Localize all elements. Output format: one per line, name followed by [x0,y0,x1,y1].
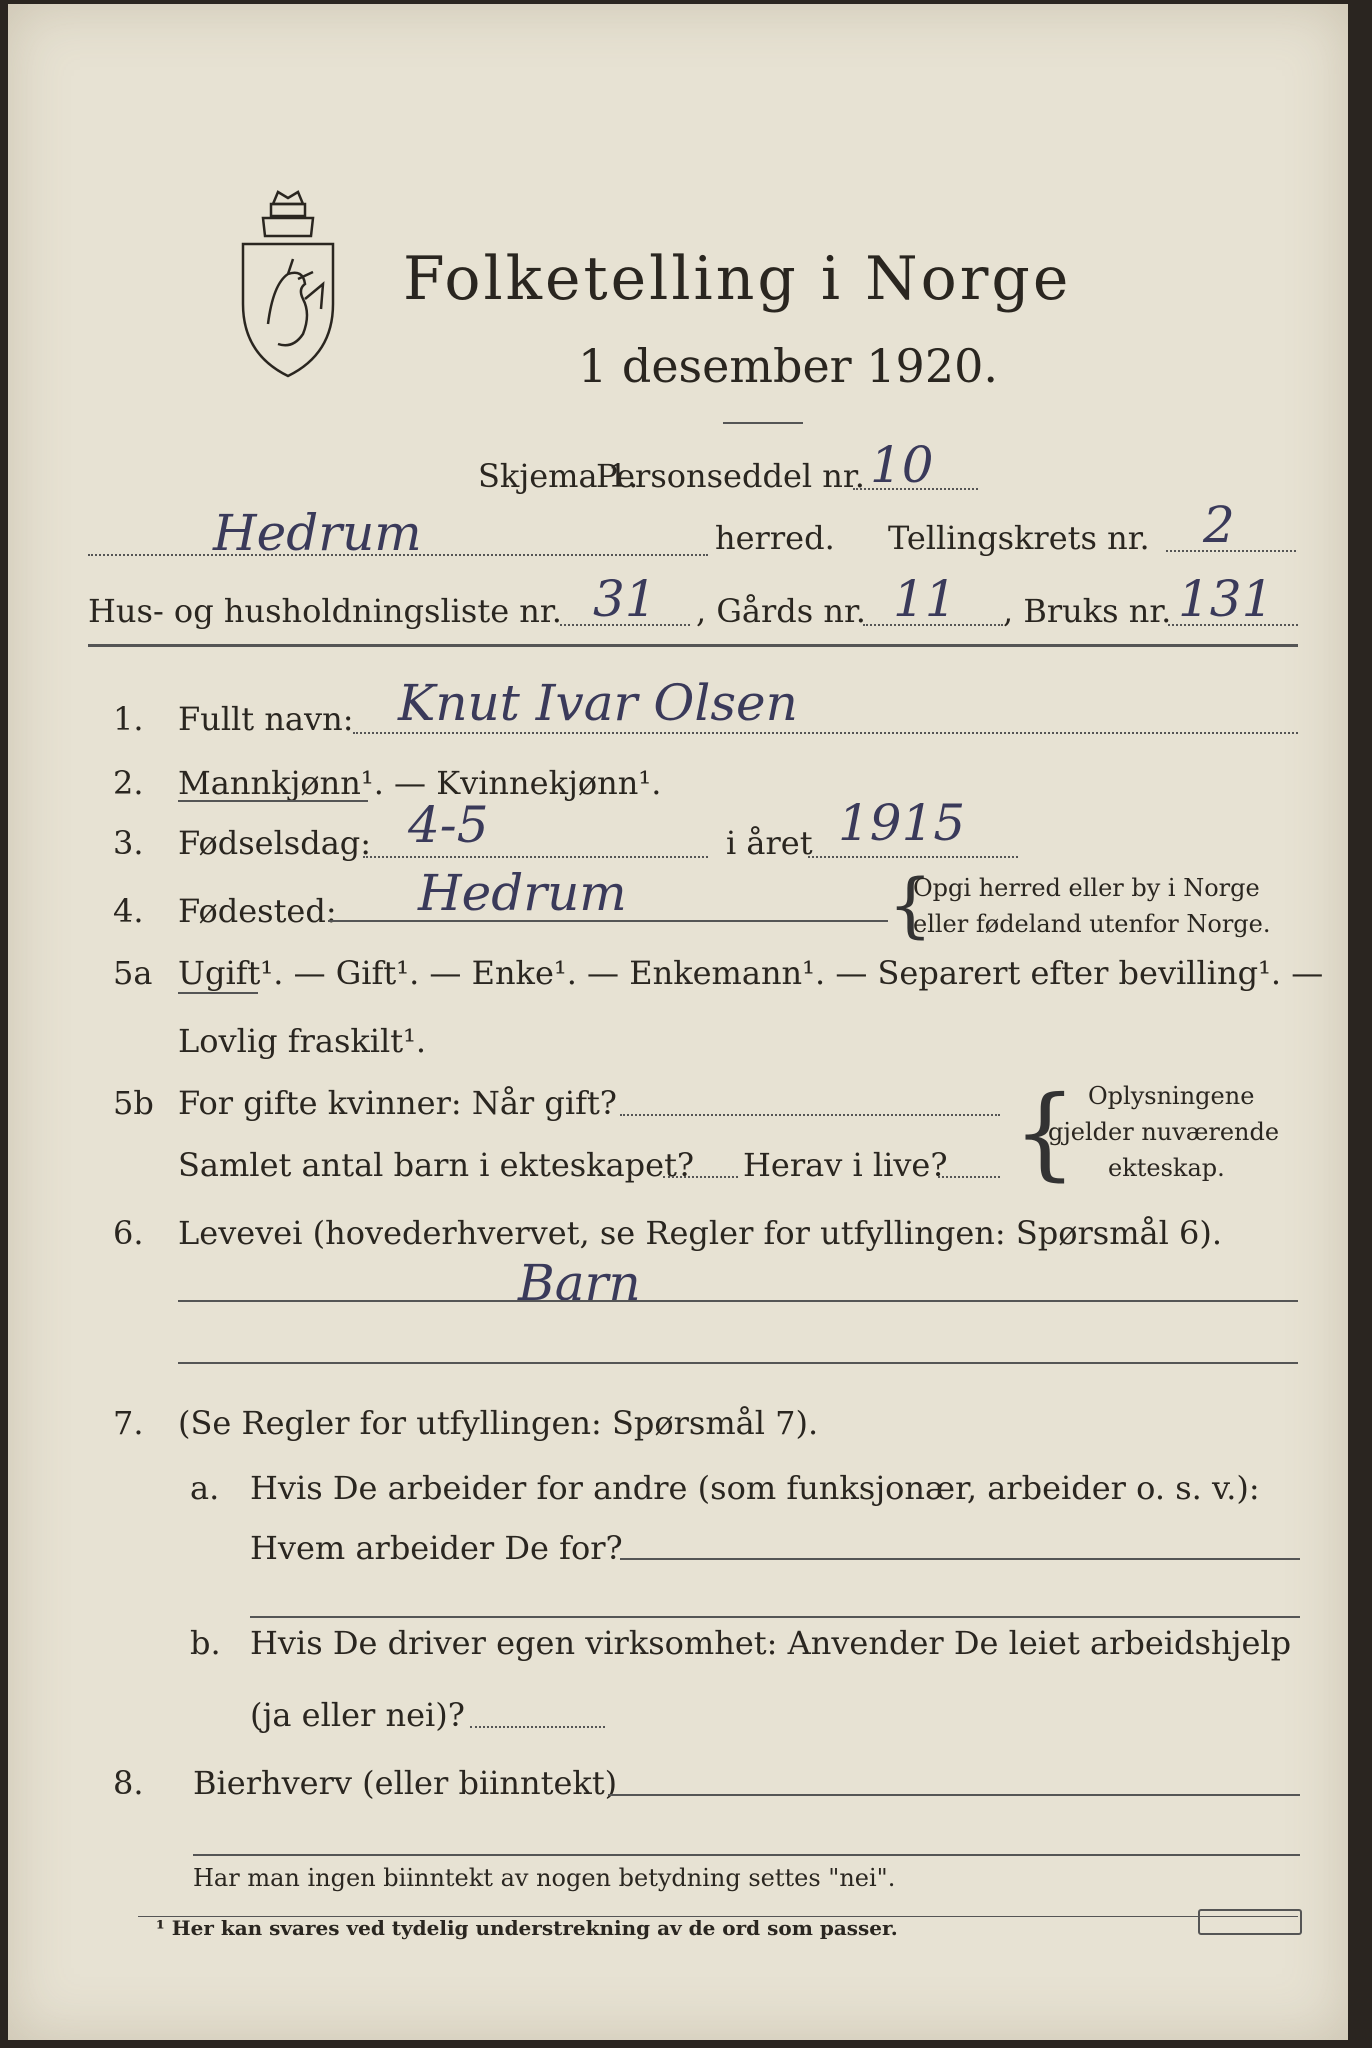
q7a-answer-line2 [250,1616,1300,1618]
form-date: 1 desember 1920. [578,339,998,393]
q7a-letter: a. [190,1469,220,1507]
q3-year-line [808,856,1018,858]
schema-label: Skjema 1. [478,457,639,495]
q7-label: (Se Regler for utfyllingen: Spørsmål 7). [178,1404,819,1442]
q4-bracket: { [888,864,933,946]
q5b-bracket: { [1013,1074,1077,1191]
q5a-number: 5a [113,954,153,992]
q4-value[interactable]: Hedrum [418,864,627,922]
q5b-note-line1: Oplysningene [1088,1082,1255,1110]
q3-year-label: i året [726,824,813,862]
q1-number: 1. [113,700,144,738]
herred-label: herred. [715,519,835,557]
q5b-number: 5b [113,1084,154,1122]
q5b-alive-line [938,1176,1000,1178]
section-divider [88,644,1298,647]
q5b-line2a: Samlet antal barn i ekteskapet? [178,1146,695,1184]
q5b-note-line2: gjelder nuværende [1048,1118,1280,1146]
bruks-label: , Bruks nr. [1003,592,1172,630]
gards-label: , Gårds nr. [696,592,866,630]
q5a-line2: Lovlig fraskilt¹. [178,1022,427,1060]
personseddel-label: Personseddel nr. [596,457,865,495]
form-title: Folketelling i Norge [403,244,1072,314]
q1-value[interactable]: Knut Ivar Olsen [398,674,798,732]
q2-number: 2. [113,764,144,802]
q5a-underline [178,992,258,994]
coat-of-arms-icon [233,184,343,384]
tellingskrets-label: Tellingskrets nr. [888,519,1150,557]
q3-number: 3. [113,824,144,862]
q7a-line1: Hvis De arbeider for andre (som funksjonær, arbeider o. s. v.): [250,1469,1260,1507]
husholdningsliste-value[interactable]: 31 [593,570,657,628]
q2-label: Mannkjønn¹. — Kvinnekjønn¹. [178,764,662,802]
tellingskrets-value[interactable]: 2 [1203,496,1235,554]
footer-note: Har man ingen biinntekt av nogen betydning settes "nei". [193,1864,896,1892]
q7b-line2: (ja eller nei)? [250,1696,465,1734]
q1-label: Fullt navn: [178,700,354,738]
q7b-line1: Hvis De driver egen virksomhet: Anvender De leiet arbeidshjelp [250,1624,1292,1662]
census-form-sheet [8,4,1348,2040]
q1-line [353,732,1298,734]
q8-line1 [608,1794,1300,1796]
herred-value[interactable]: Hedrum [213,504,422,562]
q8-number: 8. [113,1764,144,1802]
q2-underline [178,800,368,802]
printer-stamp [1198,1909,1302,1935]
q3-value[interactable]: 4-5 [408,796,489,854]
q5b-children-line [663,1176,738,1178]
q4-label: Fødested: [178,892,337,930]
q7b-letter: b. [190,1624,221,1662]
q8-line2 [193,1854,1300,1856]
footnote: ¹ Her kan svares ved tydelig understrekning av de ord som passer. [156,1916,898,1940]
personseddel-value[interactable]: 10 [870,436,934,494]
gards-value[interactable]: 11 [893,570,957,628]
q4-number: 4. [113,892,144,930]
q6-label: Levevei (hovederhvervet, se Regler for utfyllingen: Spørsmål 6). [178,1214,1223,1252]
q5b-note-line3: ekteskap. [1108,1154,1225,1182]
q6-line2 [178,1362,1298,1364]
q5b-line2b: Herav i live? [743,1146,948,1184]
q6-number: 6. [113,1214,144,1252]
husholdningsliste-label: Hus- og husholdningsliste nr. [88,592,562,630]
q5b-line1: For gifte kvinner: Når gift? [178,1084,617,1122]
q3-label: Fødselsdag: [178,824,372,862]
q3-line [363,856,708,858]
q3-year-value[interactable]: 1915 [838,794,966,852]
q5a-line1: Ugift¹. — Gift¹. — Enke¹. — Enkemann¹. — Separert efter bevilling¹. — [178,954,1324,992]
q7b-answer-line [470,1726,605,1728]
q4-note-line2: eller fødeland utenfor Norge. [913,910,1271,938]
q7a-line2: Hvem arbeider De for? [250,1529,623,1567]
q5b-married-line [620,1114,1000,1116]
q6-line1 [178,1300,1298,1302]
q6-value[interactable]: Barn [518,1254,641,1312]
q8-label: Bierhverv (eller biinntekt) [193,1764,618,1802]
q4-note-line1: Opgi herred eller by i Norge [913,874,1260,902]
q7a-answer-line1 [620,1558,1300,1560]
q7-number: 7. [113,1404,144,1442]
title-divider [723,422,803,424]
bruks-value[interactable]: 131 [1178,570,1274,628]
